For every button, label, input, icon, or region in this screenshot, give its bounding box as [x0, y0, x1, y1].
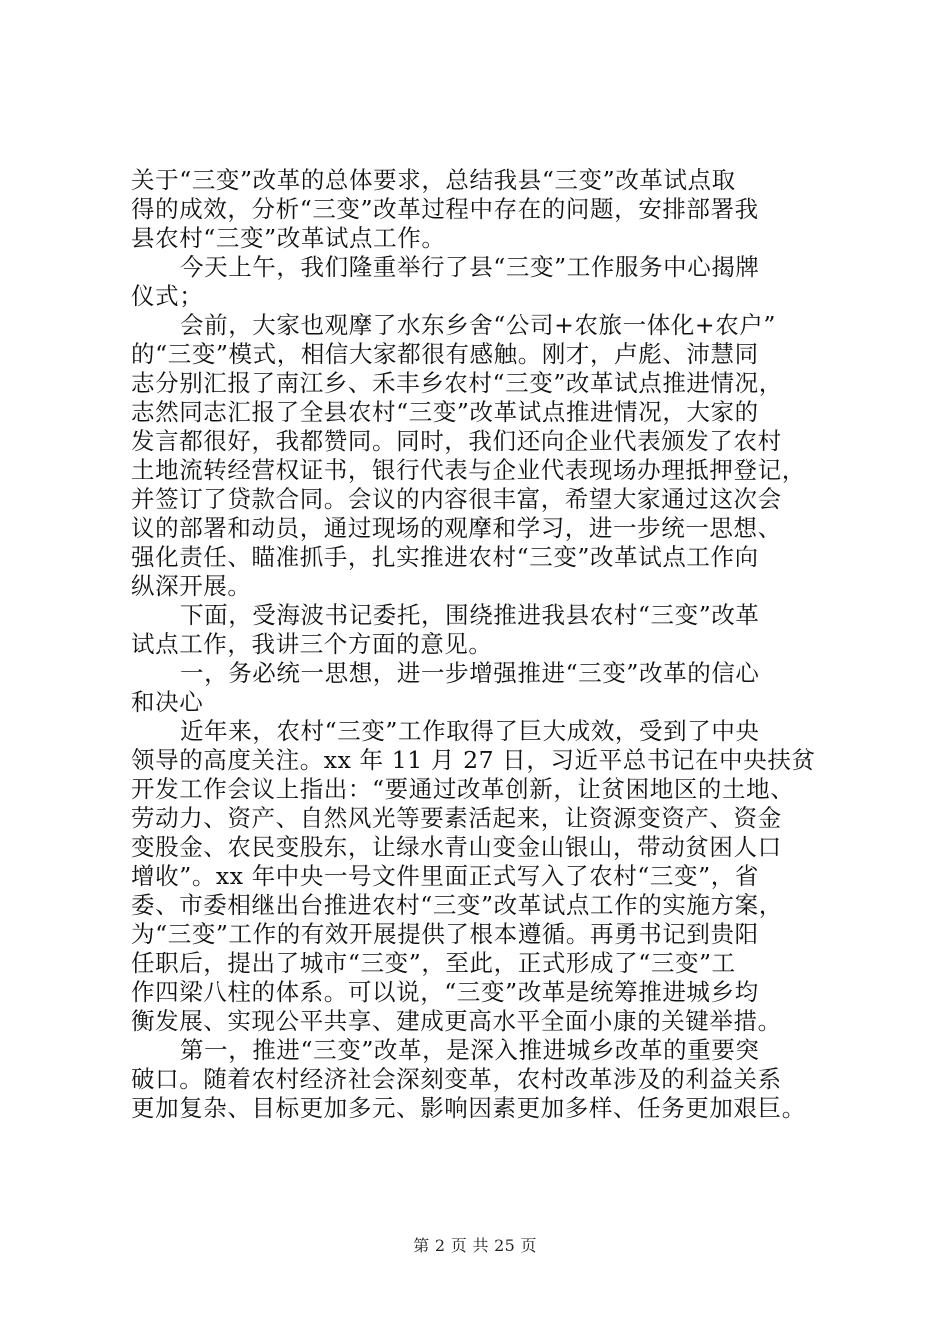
text-line: 议的部署和动员，通过现场的观摩和学习，进一步统一思想、 [131, 514, 782, 542]
text-line: 为“三变”工作的有效开展提供了根本遵循。再勇书记到贵阳 [131, 920, 759, 948]
text-line: 试点工作，我讲三个方面的意见。 [131, 630, 493, 658]
page-footer: 第 2 页 共 25 页 [413, 1236, 537, 1255]
text-line: 得的成效，分析“三变”改革过程中存在的问题，安排部署我 [131, 195, 759, 223]
text-line: 志分别汇报了南江乡、禾丰乡农村“三变”改革试点推进情况， [131, 369, 783, 397]
text-line: 变股金、农民变股东，让绿水青山变金山银山，带动贫困人口 [131, 833, 782, 861]
text-line: 下面，受海波书记委托，围绕推进我县农村“三变”改革 [180, 601, 760, 629]
text-line: 强化责任、瞄准抓手，扎实推进农村“三变”改革试点工作向 [131, 543, 759, 571]
text-line: 任职后，提出了城市“三变”，至此，正式形成了“三变”工 [131, 949, 736, 977]
text-line: 作四梁八柱的体系。可以说，“三变”改革是统筹推进城乡均 [131, 978, 759, 1006]
text-line: 纵深开展。 [131, 572, 252, 600]
text-line: 的“三变”模式，相信大家都很有感触。刚才，卢彪、沛慧同 [131, 340, 759, 368]
text-line: 会前，大家也观摩了水东乡舍“公司+农旅一体化+农户” [180, 311, 777, 339]
text-line: 劳动力、资产、自然风光等要素活起来，让资源变资产、资金 [131, 804, 782, 832]
text-line: 开发工作会议上指出：“要通过改革创新，让贫困地区的土地、 [131, 775, 795, 803]
text-line: 今天上午，我们隆重举行了县“三变”工作服务中心揭牌 [180, 253, 760, 281]
text-line: 第一，推进“三变”改革，是深入推进城乡改革的重要突 [180, 1036, 760, 1064]
text-line: 更加复杂、目标更加多元、影响因素更加多样、任务更加艰巨。 [131, 1094, 806, 1122]
text-line: 破口。随着农村经济社会深刻变革，农村改革涉及的利益关系 [131, 1065, 782, 1093]
text-line: 仪式； [131, 282, 204, 310]
text-line: 近年来，农村“三变”工作取得了巨大成效，受到了中央 [180, 717, 760, 745]
text-line: 衡发展、实现公平共享、建成更高水平全面小康的关键举措。 [131, 1007, 782, 1035]
text-line: 一，务必统一思想，进一步增强推进“三变”改革的信心 [180, 659, 760, 687]
text-line: 土地流转经营权证书，银行代表与企业代表现场办理抵押登记， [131, 456, 806, 484]
text-line: 关于“三变”改革的总体要求，总结我县“三变”改革试点取 [131, 166, 736, 194]
text-line: 委、市委相继出台推进农村“三变”改革试点工作的实施方案， [131, 891, 783, 919]
text-line: 县农村“三变”改革试点工作。 [131, 224, 446, 252]
text-line: 增收”。xx 年中央一号文件里面正式写入了农村“三变”，省 [131, 862, 759, 890]
text-line: 和决心 [131, 688, 204, 716]
text-line: 领导的高度关注。xx 年 11 月 27 日，习近平总书记在中央扶贫 [131, 746, 816, 774]
text-line: 发言都很好，我都赞同。同时，我们还向企业代表颁发了农村 [131, 427, 782, 455]
text-line: 志然同志汇报了全县农村“三变”改革试点推进情况，大家的 [131, 398, 759, 426]
document-body [131, 166, 841, 1123]
text-line: 并签订了贷款合同。会议的内容很丰富，希望大家通过这次会 [131, 485, 782, 513]
